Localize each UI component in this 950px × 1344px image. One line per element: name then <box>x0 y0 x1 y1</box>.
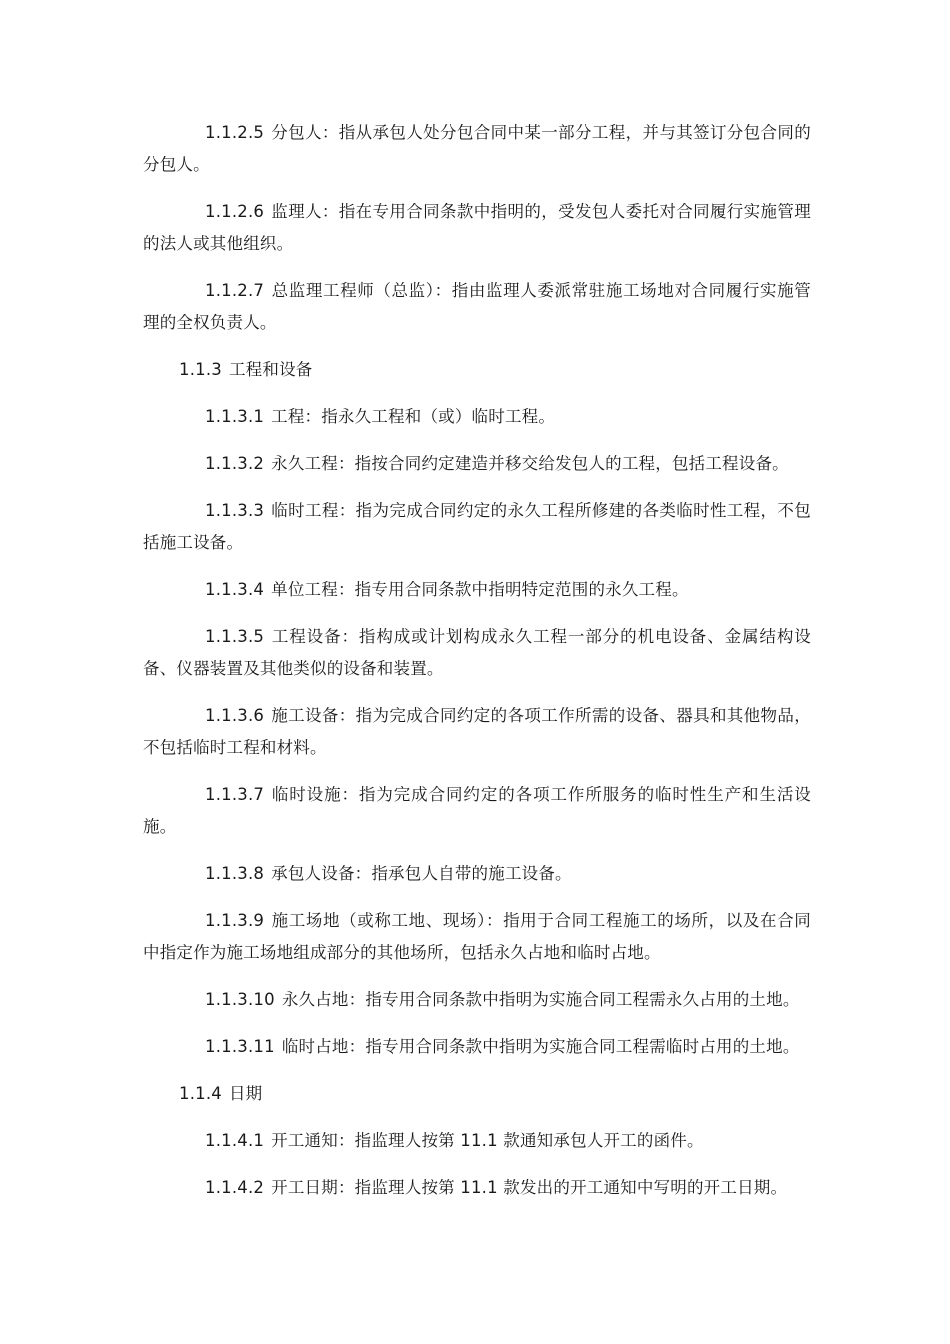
clause-number: 1.1.2.6 <box>205 202 265 221</box>
clause-number: 1.1.2.5 <box>205 123 265 142</box>
clause-1-1-3-8 <box>143 858 811 890</box>
clause-1-1-3-2 <box>143 448 811 480</box>
clause-1-1-3-7 <box>143 779 811 843</box>
section-number: 1.1.3 <box>179 360 222 379</box>
clause-text: 工程：指永久工程和（或）临时工程。 <box>271 407 556 426</box>
clause-text: 承包人设备：指承包人自带的施工设备。 <box>271 864 572 883</box>
clause-number: 1.1.2.7 <box>205 281 265 300</box>
clause-text: 永久占地：指专用合同条款中指明为实施合同工程需永久占用的土地。 <box>281 990 800 1009</box>
section-number: 1.1.4 <box>179 1084 222 1103</box>
section-title: 工程和设备 <box>228 360 313 379</box>
clause-number: 1.1.4.1 <box>205 1131 265 1150</box>
section-heading-1-1-4 <box>143 1078 811 1110</box>
clause-1-1-4-2 <box>143 1172 811 1204</box>
clause-number: 1.1.3.11 <box>205 1037 275 1056</box>
clause-1-1-3-1 <box>143 401 811 433</box>
clause-number: 1.1.3.5 <box>205 627 265 646</box>
clause-text: 临时工程：指为完成合同约定的永久工程所修建的各类临时性工程，不包括施工设备。 <box>143 501 811 552</box>
clause-text: 永久工程：指按合同约定建造并移交给发包人的工程，包括工程设备。 <box>271 454 789 473</box>
clause-number: 1.1.3.7 <box>205 785 265 804</box>
clause-number: 1.1.4.2 <box>205 1178 265 1197</box>
clause-number: 1.1.3.9 <box>205 911 265 930</box>
clause-1-1-2-5 <box>143 117 811 181</box>
section-title: 日期 <box>228 1084 263 1103</box>
document-body <box>143 117 811 1204</box>
clause-text: 工程设备：指构成或计划构成永久工程一部分的机电设备、金属结构设备、仪器装置及其他类似的设备和装置。 <box>143 627 811 678</box>
clause-number: 1.1.3.3 <box>205 501 265 520</box>
clause-1-1-4-1 <box>143 1125 811 1157</box>
clause-text: 监理人：指在专用合同条款中指明的，受发包人委托对合同履行实施管理的法人或其他组织。 <box>143 202 811 253</box>
clause-number: 1.1.3.4 <box>205 580 265 599</box>
clause-text: 开工通知：指监理人按第 11.1 款通知承包人开工的函件。 <box>271 1131 704 1150</box>
clause-text: 分包人：指从承包人处分包合同中某一部分工程，并与其签订分包合同的分包人。 <box>143 123 811 174</box>
clause-1-1-3-5 <box>143 621 811 685</box>
clause-text: 施工设备：指为完成合同约定的各项工作所需的设备、器具和其他物品，不包括临时工程和材料。 <box>143 706 811 757</box>
clause-1-1-2-7 <box>143 275 811 339</box>
clause-text: 施工场地（或称工地、现场）：指用于合同工程施工的场所，以及在合同中指定作为施工场地组成部分的其他场所，包括永久占地和临时占地。 <box>143 911 811 962</box>
clause-number: 1.1.3.10 <box>205 990 275 1009</box>
clause-1-1-2-6 <box>143 196 811 260</box>
clause-number: 1.1.3.6 <box>205 706 265 725</box>
clause-number: 1.1.3.1 <box>205 407 265 426</box>
clause-1-1-3-9 <box>143 905 811 969</box>
clause-1-1-3-6 <box>143 700 811 764</box>
clause-1-1-3-3 <box>143 495 811 559</box>
clause-number: 1.1.3.2 <box>205 454 265 473</box>
clause-text: 开工日期：指监理人按第 11.1 款发出的开工通知中写明的开工日期。 <box>271 1178 788 1197</box>
clause-1-1-3-11 <box>143 1031 811 1063</box>
clause-number: 1.1.3.8 <box>205 864 265 883</box>
clause-text: 临时设施：指为完成合同约定的各项工作所服务的临时性生产和生活设施。 <box>143 785 811 836</box>
clause-text: 临时占地：指专用合同条款中指明为实施合同工程需临时占用的土地。 <box>281 1037 800 1056</box>
clause-text: 单位工程：指专用合同条款中指明特定范围的永久工程。 <box>271 580 689 599</box>
clause-text: 总监理工程师（总监）：指由监理人委派常驻施工场地对合同履行实施管理的全权负责人。 <box>143 281 811 332</box>
section-heading-1-1-3 <box>143 354 811 386</box>
clause-1-1-3-10 <box>143 984 811 1016</box>
clause-1-1-3-4 <box>143 574 811 606</box>
